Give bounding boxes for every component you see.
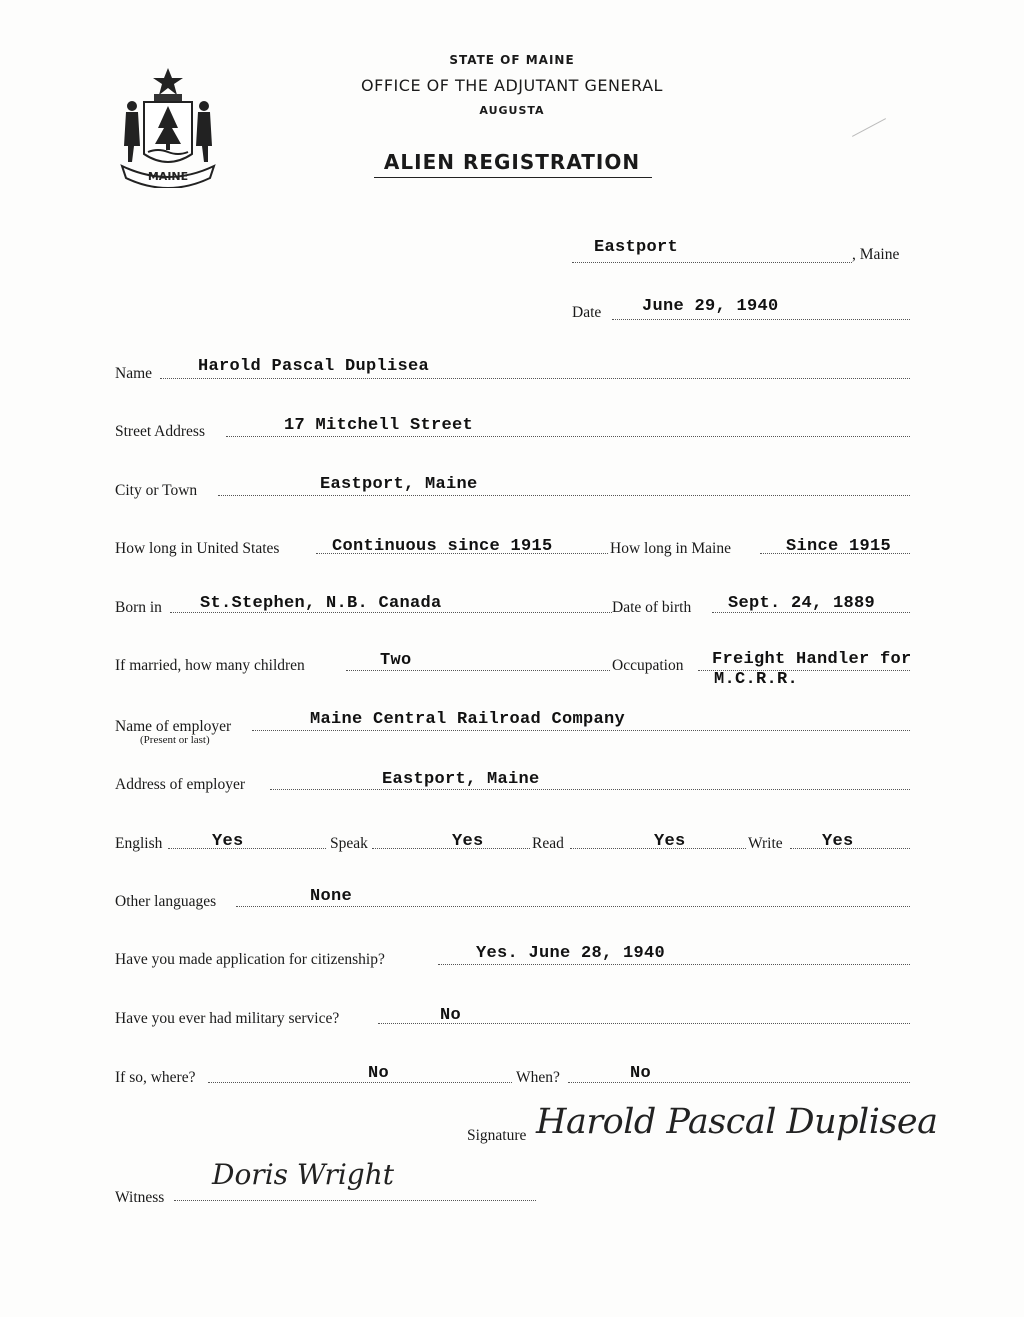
employer-address-value: Eastport, Maine bbox=[382, 770, 540, 789]
date-label: Date bbox=[572, 304, 602, 321]
how-long-us-value: Continuous since 1915 bbox=[332, 537, 553, 556]
witness-signature: Doris Wright bbox=[212, 1158, 394, 1191]
seal-banner-text: MAINE bbox=[147, 170, 189, 183]
occupation-value-line1: Freight Handler for bbox=[712, 650, 912, 669]
date-line bbox=[612, 319, 910, 320]
other-languages-line bbox=[236, 906, 910, 907]
name-label: Name bbox=[115, 365, 153, 382]
military-label: Have you ever had military service? bbox=[115, 1010, 340, 1027]
witness-label: Witness bbox=[115, 1189, 165, 1206]
occupation-label: Occupation bbox=[612, 657, 684, 674]
when-line bbox=[568, 1082, 910, 1083]
english-value: Yes bbox=[212, 832, 244, 851]
children-line bbox=[346, 670, 610, 671]
state-seal-icon bbox=[114, 66, 222, 188]
city-label: City or Town bbox=[115, 482, 198, 499]
street-value: 17 Mitchell Street bbox=[284, 416, 474, 435]
name-line bbox=[160, 378, 910, 379]
employer-address-label: Address of employer bbox=[115, 776, 245, 793]
born-in-value: St.Stephen, N.B. Canada bbox=[200, 594, 442, 613]
city-heading: AUGUSTA bbox=[479, 104, 545, 117]
employer-value: Maine Central Railroad Company bbox=[310, 710, 626, 729]
citizenship-line bbox=[438, 964, 910, 965]
other-languages-label: Other languages bbox=[115, 893, 217, 910]
write-label: Write bbox=[748, 835, 783, 852]
read-label: Read bbox=[532, 835, 564, 852]
city-line bbox=[218, 495, 910, 496]
citizenship-label: Have you made application for citizenship? bbox=[115, 951, 385, 968]
place-line bbox=[572, 262, 852, 263]
english-label: English bbox=[115, 835, 163, 852]
office-heading: OFFICE OF THE ADJUTANT GENERAL bbox=[361, 76, 663, 95]
children-label: If married, how many children bbox=[115, 657, 305, 674]
place-value: Eastport bbox=[594, 238, 679, 257]
witness-line bbox=[174, 1200, 536, 1201]
read-value: Yes bbox=[654, 832, 686, 851]
speak-value: Yes bbox=[452, 832, 484, 851]
how-long-maine-label: How long in Maine bbox=[610, 540, 731, 557]
name-value: Harold Pascal Duplisea bbox=[198, 357, 430, 376]
state-heading: STATE OF MAINE bbox=[449, 53, 575, 67]
children-value: Two bbox=[380, 651, 412, 670]
military-value: No bbox=[440, 1006, 462, 1025]
english-line bbox=[168, 848, 326, 849]
born-in-label: Born in bbox=[115, 599, 162, 616]
employer-label: Name of employer bbox=[115, 718, 232, 735]
speak-label: Speak bbox=[330, 835, 368, 852]
where-line bbox=[208, 1082, 512, 1083]
where-value: No bbox=[368, 1064, 390, 1083]
form-title: ALIEN REGISTRATION bbox=[383, 150, 641, 174]
signature-value: Harold Pascal Duplisea bbox=[536, 1102, 938, 1142]
employer-address-line bbox=[270, 789, 910, 790]
write-value: Yes bbox=[822, 832, 854, 851]
date-value: June 29, 1940 bbox=[642, 297, 779, 316]
when-value: No bbox=[630, 1064, 652, 1083]
when-label: When? bbox=[516, 1069, 560, 1086]
where-label: If so, where? bbox=[115, 1069, 196, 1086]
signature-label: Signature bbox=[467, 1127, 527, 1144]
street-label: Street Address bbox=[115, 423, 205, 440]
title-underline bbox=[374, 177, 652, 178]
place-suffix: , Maine bbox=[852, 246, 900, 263]
how-long-maine-value: Since 1915 bbox=[786, 537, 892, 556]
other-languages-value: None bbox=[310, 887, 353, 906]
city-value: Eastport, Maine bbox=[320, 475, 478, 494]
dob-label: Date of birth bbox=[612, 599, 692, 616]
speak-line bbox=[372, 848, 530, 849]
check-mark bbox=[852, 118, 886, 137]
employer-line bbox=[252, 730, 910, 731]
dob-value: Sept. 24, 1889 bbox=[728, 594, 876, 613]
street-line bbox=[226, 436, 910, 437]
how-long-us-label: How long in United States bbox=[115, 540, 280, 557]
occupation-value-line2: M.C.R.R. bbox=[714, 670, 799, 689]
employer-sublabel: (Present or last) bbox=[140, 734, 210, 746]
citizenship-value: Yes. June 28, 1940 bbox=[476, 944, 666, 963]
